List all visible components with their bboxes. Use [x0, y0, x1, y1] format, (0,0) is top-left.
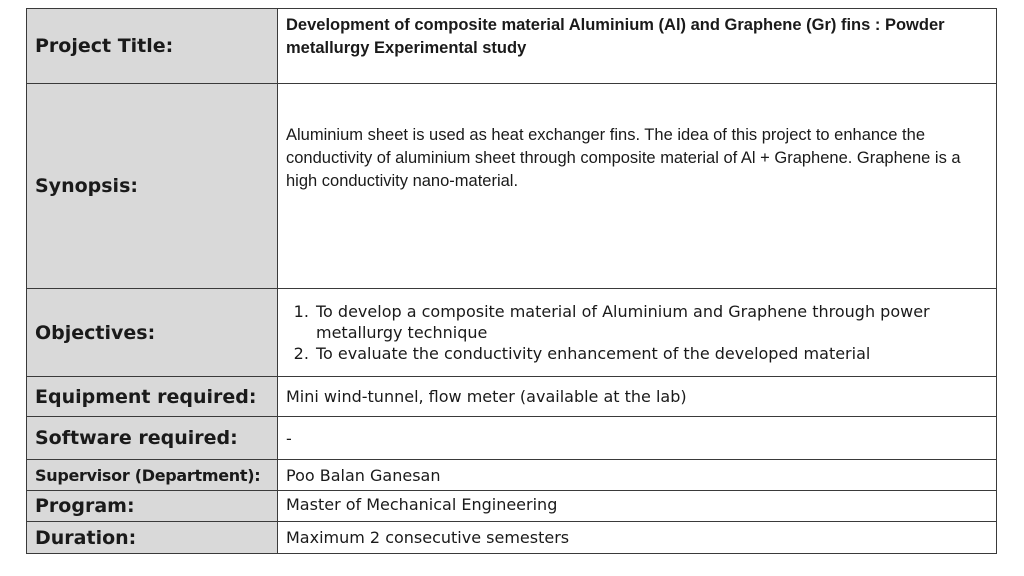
equipment-label: Equipment required: — [27, 377, 278, 417]
synopsis-value: Aluminium sheet is used as heat exchanger fins. The idea of this project to enhance the conductivity of aluminium sheet through composite material of Al + Graphene. Graphene is a high conductivity nano-material. — [286, 125, 961, 190]
row-objectives — [27, 289, 997, 377]
project-form-sheet — [26, 8, 997, 553]
project-title-value: Development of composite material Aluminium (Al) and Graphene (Gr) fins : Powder metallurgy Experimental study — [278, 9, 997, 84]
duration-label: Duration: — [27, 522, 278, 554]
row-duration — [27, 522, 997, 554]
program-value: Master of Mechanical Engineering — [278, 491, 997, 522]
software-value: - — [278, 417, 997, 460]
row-program — [27, 491, 997, 522]
synopsis-label: Synopsis: — [27, 84, 278, 289]
row-software — [27, 417, 997, 460]
supervisor-label: Supervisor (Department): — [27, 460, 278, 491]
objective-item: 2. To evaluate the conductivity enhancement of the developed material — [314, 343, 986, 364]
program-label: Program: — [27, 491, 278, 522]
supervisor-value: Poo Balan Ganesan — [278, 460, 997, 491]
objectives-cell — [278, 289, 997, 377]
synopsis-cell — [278, 84, 997, 289]
row-project-title — [27, 9, 997, 84]
row-supervisor — [27, 460, 997, 491]
project-title-label: Project Title: — [27, 9, 278, 84]
equipment-value: Mini wind-tunnel, flow meter (available at the lab) — [278, 377, 997, 417]
objectives-list — [286, 301, 986, 364]
duration-value: Maximum 2 consecutive semesters — [278, 522, 997, 554]
objective-item: 1. To develop a composite material of Aluminium and Graphene through power metallurgy technique — [314, 301, 986, 343]
row-equipment — [27, 377, 997, 417]
objectives-label: Objectives: — [27, 289, 278, 377]
row-synopsis — [27, 84, 997, 289]
software-label: Software required: — [27, 417, 278, 460]
project-details-table — [26, 8, 997, 554]
